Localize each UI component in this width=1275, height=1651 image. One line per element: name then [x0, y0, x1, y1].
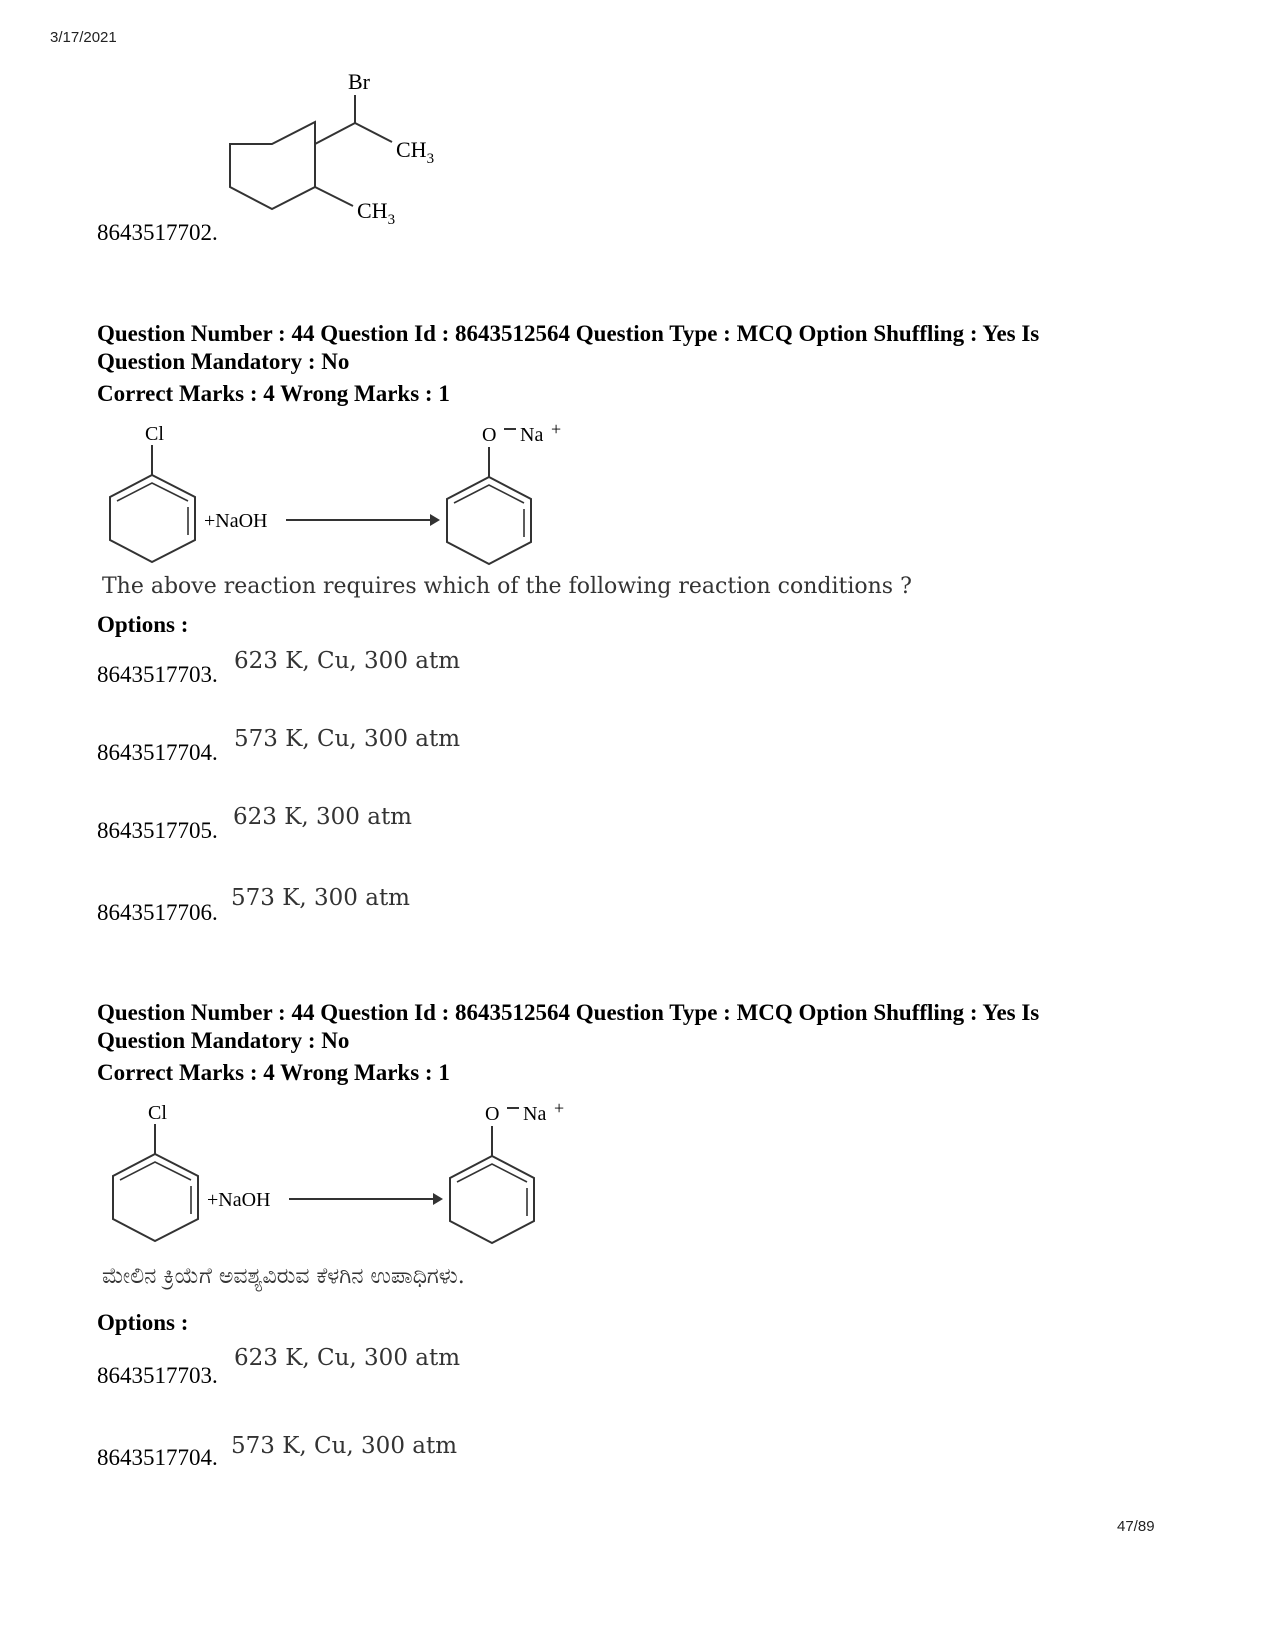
- ch3-label: CH: [396, 137, 427, 162]
- option-id: 8643517705.: [97, 818, 218, 843]
- question-marks: Correct Marks : 4 Wrong Marks : 1: [97, 1060, 450, 1085]
- reaction-diagram: [103, 1094, 583, 1254]
- print-date: 3/17/2021: [50, 29, 117, 46]
- question-marks: Correct Marks : 4 Wrong Marks : 1: [97, 381, 450, 406]
- option-id: 8643517702.: [97, 220, 218, 245]
- option-id: 8643517704.: [97, 1445, 218, 1470]
- subscript: 3: [426, 151, 435, 167]
- option-text: 573 K, Cu, 300 atm: [234, 726, 461, 752]
- sodium-label: Na: [520, 424, 544, 446]
- svg-text:CH3: [357, 198, 395, 228]
- question-header-line: Question Number : 44 Question Id : 8643512564 Question Type : MCQ Option Shuffling : Yes Is: [97, 321, 1040, 346]
- question-header-line: Question Mandatory : No: [97, 349, 350, 374]
- charge-label: +: [554, 1098, 565, 1118]
- option-id: 8643517703.: [97, 1363, 218, 1388]
- question-header-line: Question Number : 44 Question Id : 8643512564 Question Type : MCQ Option Shuffling : Yes Is: [97, 1000, 1040, 1025]
- oxygen-label: O: [485, 1103, 500, 1125]
- cl-label: Cl: [148, 1102, 167, 1124]
- charge-label: +: [551, 419, 562, 439]
- reagent-label: +NaOH: [207, 1189, 271, 1211]
- option-id: 8643517704.: [97, 740, 218, 765]
- option-text: 573 K, Cu, 300 atm: [231, 1433, 458, 1459]
- option-text: 573 K, 300 atm: [231, 885, 410, 911]
- option-id: 8643517706.: [97, 900, 218, 925]
- question-header-line: Question Mandatory : No: [97, 1028, 350, 1053]
- ch3-label: CH: [357, 198, 388, 223]
- option-text: 623 K, Cu, 300 atm: [234, 648, 461, 674]
- options-label: Options :: [97, 612, 189, 637]
- oxygen-label: O: [482, 424, 497, 446]
- bromoalkyl-cyclohexane-structure: [220, 60, 480, 235]
- question-stem: ಮೇಲಿನ ಕ್ರಿಯೆಗೆ ಅವಶ್ಯವಿರುವ ಕೆಳಗಿನ ಉಪಾಧಿಗಳು.: [102, 1264, 465, 1289]
- question-stem: The above reaction requires which of the following reaction conditions ?: [102, 574, 912, 599]
- sodium-label: Na: [523, 1103, 547, 1125]
- reaction-diagram: [100, 415, 580, 575]
- reagent-label: +NaOH: [204, 510, 268, 532]
- subscript: 3: [387, 212, 396, 228]
- page-number: 47/89: [1117, 1518, 1155, 1535]
- svg-text:CH3: [396, 137, 434, 167]
- option-id: 8643517703.: [97, 662, 218, 687]
- option-text: 623 K, Cu, 300 atm: [234, 1345, 461, 1371]
- question-header: [97, 320, 1197, 408]
- options-label: Options :: [97, 1310, 189, 1335]
- question-header: [97, 999, 1197, 1087]
- cl-label: Cl: [145, 423, 164, 445]
- br-label: Br: [348, 69, 370, 94]
- option-text: 623 K, 300 atm: [233, 804, 412, 830]
